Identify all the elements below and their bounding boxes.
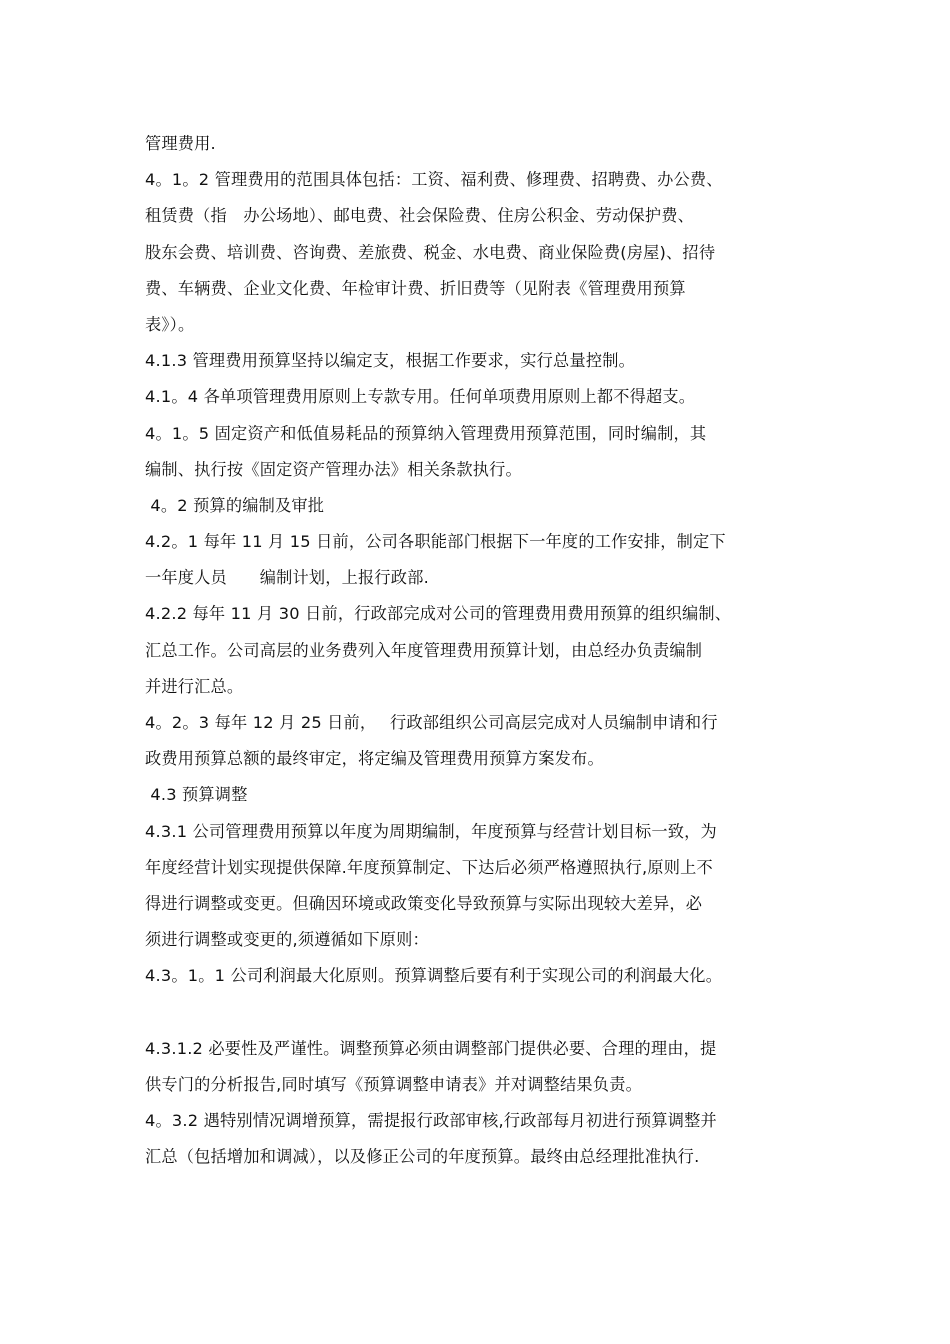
text-line: 汇总工作。公司高层的业务费列入年度管理费用预算计划，由总经办负责编制 — [145, 640, 703, 660]
text-line: 租赁费（指 办公场地）、邮电费、社会保险费、住房公积金、劳动保护费、 — [145, 206, 695, 226]
paragraph-gap — [145, 995, 820, 1031]
text-line: 管理费用. — [145, 134, 216, 153]
text-line: 年度经营计划实现提供保障.年度预算制定、下达后必须严格遵照执行,原则上不 — [145, 857, 713, 877]
text-line: 4.1.3 管理费用预算坚持以编定支，根据工作要求，实行总量控制。 — [145, 351, 635, 371]
text-line: 4。1。5 固定资产和低值易耗品的预算纳入管理费用预算范围，同时编制，其 — [145, 423, 707, 443]
section-heading: 4.3 预算调整 — [145, 785, 248, 805]
text-line: 并进行汇总。 — [145, 676, 244, 696]
document-body — [145, 126, 820, 1175]
text-line: 4。3.2 遇特别情况调增预算，需提报行政部审核,行政部每月初进行预算调整并 — [145, 1110, 717, 1130]
text-line: 股东会费、培训费、咨询费、差旅费、税金、水电费、商业保险费(房屋)、招待 — [145, 242, 716, 262]
text-line: 表》）。 — [145, 314, 195, 334]
text-line: 4。1。2 管理费用的范围具体包括：工资、福利费、修理费、招聘费、办公费、 — [145, 170, 723, 190]
text-line: 一年度人员 编制计划，上报行政部. — [145, 568, 429, 588]
text-line: 政费用预算总额的最终审定，将定编及管理费用预算方案发布。 — [145, 749, 604, 769]
section-heading: 4。2 预算的编制及审批 — [145, 495, 325, 515]
text-line: 4.3。1。1 公司利润最大化原则。预算调整后要有利于实现公司的利润最大化。 — [145, 966, 723, 986]
text-line: 供专门的分析报告,同时填写《预算调整申请表》并对调整结果负责。 — [145, 1074, 642, 1094]
text-line: 编制、执行按《固定资产管理办法》相关条款执行。 — [145, 459, 522, 479]
text-line: 4。2。3 每年 12 月 25 日前， 行政部组织公司高层完成对人员编制申请和行 — [145, 713, 718, 732]
text-line: 4.2.2 每年 11 月 30 日前，行政部完成对公司的管理费用费用预算的组织编制、 — [145, 604, 732, 624]
text-line: 4.1。4 各单项管理费用原则上专款专用。任何单项费用原则上都不得超支。 — [145, 387, 696, 407]
text-line: 4.2。1 每年 11 月 15 日前，公司各职能部门根据下一年度的工作安排，制定下 — [145, 532, 726, 552]
text-line: 4.3.1 公司管理费用预算以年度为周期编制，年度预算与经营计划目标一致，为 — [145, 821, 717, 841]
text-line: 须进行调整或变更的,须遵循如下原则： — [145, 930, 429, 950]
text-line: 得进行调整或变更。但确因环境或政策变化导致预算与实际出现较大差异，必 — [145, 893, 703, 913]
text-line: 费、车辆费、企业文化费、年检审计费、折旧费等（见附表《管理费用预算 — [145, 278, 686, 298]
text-line: 4.3.1.2 必要性及严谨性。调整预算必须由调整部门提供必要、合理的理由，提 — [145, 1038, 717, 1058]
text-line: 汇总（包括增加和调减），以及修正公司的年度预算。最终由总经理批准执行. — [145, 1147, 700, 1167]
